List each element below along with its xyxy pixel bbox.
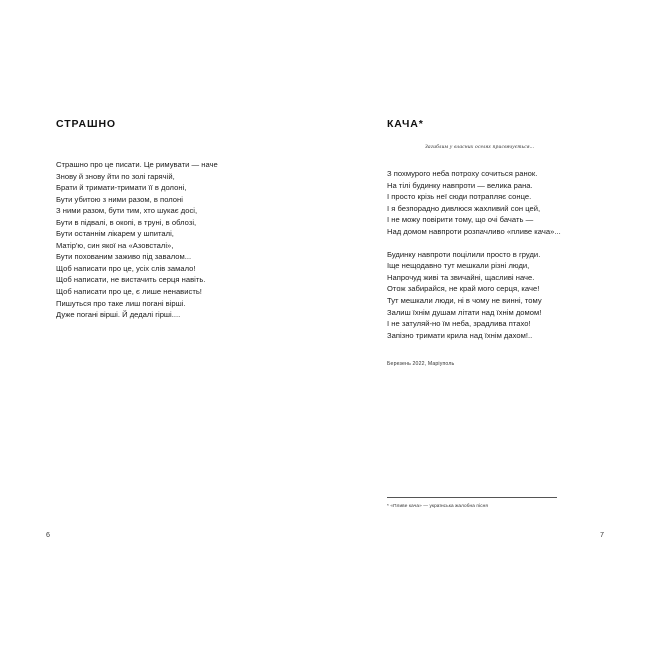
footnote-text: * «Пливе кача» — українська жалобна пісня <box>387 503 489 508</box>
page-title: СТРАШНО <box>56 118 116 130</box>
poem-body-left <box>56 159 218 321</box>
poem-line: Дуже погані вірші. Й дедалі гірші.... <box>56 310 181 320</box>
poem-line: Пишуться про таке лиш погані вірші. <box>56 298 186 308</box>
poem-body-right <box>387 168 561 341</box>
poem-line: Отож забирайся, не край мого серця, каче! <box>387 284 540 294</box>
poem-line: Щоб написати про це, є лише ненависть! <box>56 287 202 297</box>
poem-line: Бути в підвалі, в окопі, в труні, в облозі, <box>56 217 197 227</box>
colophon: Березень 2022, Маріуполь <box>387 361 455 367</box>
poem-line: І не можу повірити тому, що очі бачать — <box>387 215 534 225</box>
poem-line: Бути похованим заживо під завалом... <box>56 252 192 262</box>
right-page <box>325 0 650 650</box>
poem-line: Тут мешкали люди, ні в чому не винні, тому <box>387 295 542 305</box>
poem-line: Залиш їхнім душам літати над їхнім домом! <box>387 307 542 317</box>
stanza <box>387 168 561 237</box>
poem-line: Іще нещодавно тут мешкали різні люди, <box>387 261 530 271</box>
footnote-separator-rule <box>387 497 557 498</box>
poem-line: Бути убитою з ними разом, в полоні <box>56 194 183 204</box>
footnote-block <box>387 497 579 508</box>
dedication-line: Загиблим у власних оселях присвячується... <box>425 144 535 150</box>
poem-line: Страшно про це писати. Це римувати — наче <box>56 160 218 169</box>
poem-line: І не затуляй-но їм неба, зрадлива птахо! <box>387 319 531 329</box>
poem-line: З ними разом, бути тим, хто шукає досі, <box>56 206 198 216</box>
stanza <box>387 249 561 341</box>
poem-line: Будинку навпроти поцілили просто в груди. <box>387 249 541 259</box>
poem-line: Бути останнім лікарем у шпиталі, <box>56 229 174 239</box>
poem-line: З похмурого неба потроху сочиться ранок. <box>387 169 538 178</box>
poem-line: І просто крізь неї сюди потрапляє сонце. <box>387 192 532 202</box>
poem-line: Брати й тримати-тримати її в долоні, <box>56 183 187 193</box>
stanza <box>56 159 218 321</box>
poem-line: Над домом навпроти розпачливо «пливе кача»... <box>387 226 561 236</box>
poem-line: Напрочуд живі та звичайні, щасливі наче. <box>387 272 535 282</box>
poem-line: Запізно тримати крила над їхнім дахом!.. <box>387 330 533 340</box>
poem-line: Знову й знову йти по золі гарячій, <box>56 171 175 181</box>
poem-line: Щоб написати, не вистачить серця навіть. <box>56 275 206 285</box>
poem-line: Матір'ю, син якої на «Азовсталі», <box>56 240 174 250</box>
poem-line: Щоб написати про це, усіх слів замало! <box>56 263 196 273</box>
poem-line: На тілі будинку навпроти — велика рана. <box>387 180 533 190</box>
page-title: КАЧА* <box>387 118 424 130</box>
poem-line: І я безпорадно дивлюся жахливий сон цей, <box>387 203 541 213</box>
page-number-right: 7 <box>600 530 604 539</box>
page-number-left: 6 <box>46 530 50 539</box>
